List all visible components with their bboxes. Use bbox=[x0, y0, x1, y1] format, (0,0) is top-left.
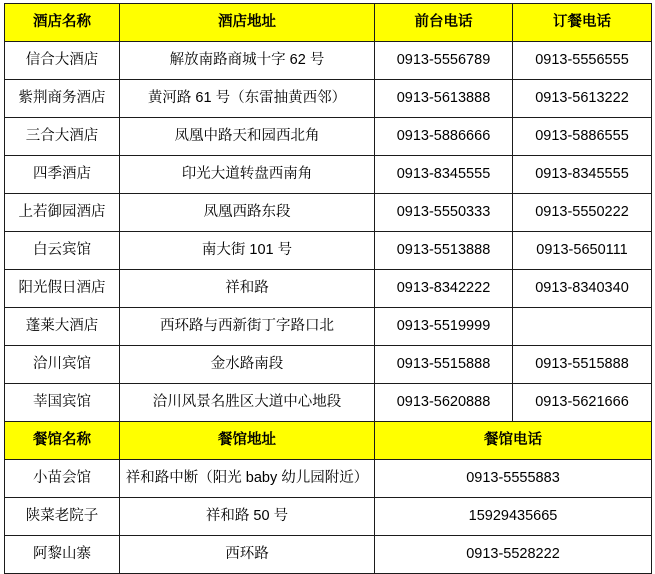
hotel-header-row bbox=[5, 4, 652, 42]
hotel-order-phone: 0913-8340340 bbox=[513, 270, 652, 308]
hotel-address: 西环路与西新街丁字路口北 bbox=[120, 308, 375, 346]
table-row bbox=[5, 270, 652, 308]
hotel-order-phone: 0913-5650111 bbox=[513, 232, 652, 270]
header-order-phone: 订餐电话 bbox=[513, 4, 652, 42]
hotel-address: 洽川风景名胜区大道中心地段 bbox=[120, 384, 375, 422]
restaurant-name: 小苗会馆 bbox=[5, 460, 120, 498]
table-row bbox=[5, 232, 652, 270]
hotel-name: 阳光假日酒店 bbox=[5, 270, 120, 308]
table-row bbox=[5, 384, 652, 422]
hotel-front-desk-phone: 0913-8345555 bbox=[375, 156, 513, 194]
restaurant-phone: 15929435665 bbox=[375, 498, 652, 536]
hotel-front-desk-phone: 0913-5513888 bbox=[375, 232, 513, 270]
hotel-name: 四季酒店 bbox=[5, 156, 120, 194]
hotel-address: 金水路南段 bbox=[120, 346, 375, 384]
table-row bbox=[5, 536, 652, 574]
hotel-front-desk-phone: 0913-5519999 bbox=[375, 308, 513, 346]
hotel-name: 信合大酒店 bbox=[5, 42, 120, 80]
restaurant-address: 祥和路 50 号 bbox=[120, 498, 375, 536]
table-row bbox=[5, 346, 652, 384]
restaurant-name: 陕菜老院子 bbox=[5, 498, 120, 536]
table-row bbox=[5, 308, 652, 346]
hotel-address: 凤凰中路天和园西北角 bbox=[120, 118, 375, 156]
table-row bbox=[5, 42, 652, 80]
hotel-name: 洽川宾馆 bbox=[5, 346, 120, 384]
header-hotel-name: 酒店名称 bbox=[5, 4, 120, 42]
hotel-order-phone: 0913-5515888 bbox=[513, 346, 652, 384]
hotel-front-desk-phone: 0913-5886666 bbox=[375, 118, 513, 156]
hotel-address: 凤凰西路东段 bbox=[120, 194, 375, 232]
hotel-front-desk-phone: 0913-5620888 bbox=[375, 384, 513, 422]
hotel-order-phone: 0913-5556555 bbox=[513, 42, 652, 80]
hotel-order-phone: 0913-5550222 bbox=[513, 194, 652, 232]
table-row bbox=[5, 80, 652, 118]
hotel-name: 白云宾馆 bbox=[5, 232, 120, 270]
header-hotel-address: 酒店地址 bbox=[120, 4, 375, 42]
restaurant-address: 祥和路中断（阳光 baby 幼儿园附近） bbox=[120, 460, 375, 498]
header-restaurant-name: 餐馆名称 bbox=[5, 422, 120, 460]
directory-table bbox=[4, 3, 652, 574]
restaurant-name: 阿黎山寨 bbox=[5, 536, 120, 574]
hotel-order-phone: 0913-8345555 bbox=[513, 156, 652, 194]
table-row bbox=[5, 194, 652, 232]
header-restaurant-phone: 餐馆电话 bbox=[375, 422, 652, 460]
restaurant-phone: 0913-5528222 bbox=[375, 536, 652, 574]
hotel-order-phone: 0913-5613222 bbox=[513, 80, 652, 118]
hotel-name: 三合大酒店 bbox=[5, 118, 120, 156]
restaurant-address: 西环路 bbox=[120, 536, 375, 574]
hotel-address: 祥和路 bbox=[120, 270, 375, 308]
table-row bbox=[5, 460, 652, 498]
hotel-address: 解放南路商城十字 62 号 bbox=[120, 42, 375, 80]
hotel-order-phone: 0913-5621666 bbox=[513, 384, 652, 422]
hotel-front-desk-phone: 0913-8342222 bbox=[375, 270, 513, 308]
hotel-name: 莘国宾馆 bbox=[5, 384, 120, 422]
header-restaurant-address: 餐馆地址 bbox=[120, 422, 375, 460]
hotel-front-desk-phone: 0913-5556789 bbox=[375, 42, 513, 80]
hotel-address: 南大街 101 号 bbox=[120, 232, 375, 270]
hotel-order-phone bbox=[513, 308, 652, 346]
table-row bbox=[5, 498, 652, 536]
hotel-front-desk-phone: 0913-5550333 bbox=[375, 194, 513, 232]
restaurant-phone: 0913-5555883 bbox=[375, 460, 652, 498]
hotel-address: 黄河路 61 号（东雷抽黄西邻） bbox=[120, 80, 375, 118]
table-row bbox=[5, 118, 652, 156]
restaurant-header-row bbox=[5, 422, 652, 460]
hotel-front-desk-phone: 0913-5515888 bbox=[375, 346, 513, 384]
hotel-name: 上若御园酒店 bbox=[5, 194, 120, 232]
hotel-name: 蓬莱大酒店 bbox=[5, 308, 120, 346]
header-front-desk-phone: 前台电话 bbox=[375, 4, 513, 42]
table-row bbox=[5, 156, 652, 194]
hotel-front-desk-phone: 0913-5613888 bbox=[375, 80, 513, 118]
hotel-name: 紫荆商务酒店 bbox=[5, 80, 120, 118]
hotel-address: 印光大道转盘西南角 bbox=[120, 156, 375, 194]
hotel-order-phone: 0913-5886555 bbox=[513, 118, 652, 156]
